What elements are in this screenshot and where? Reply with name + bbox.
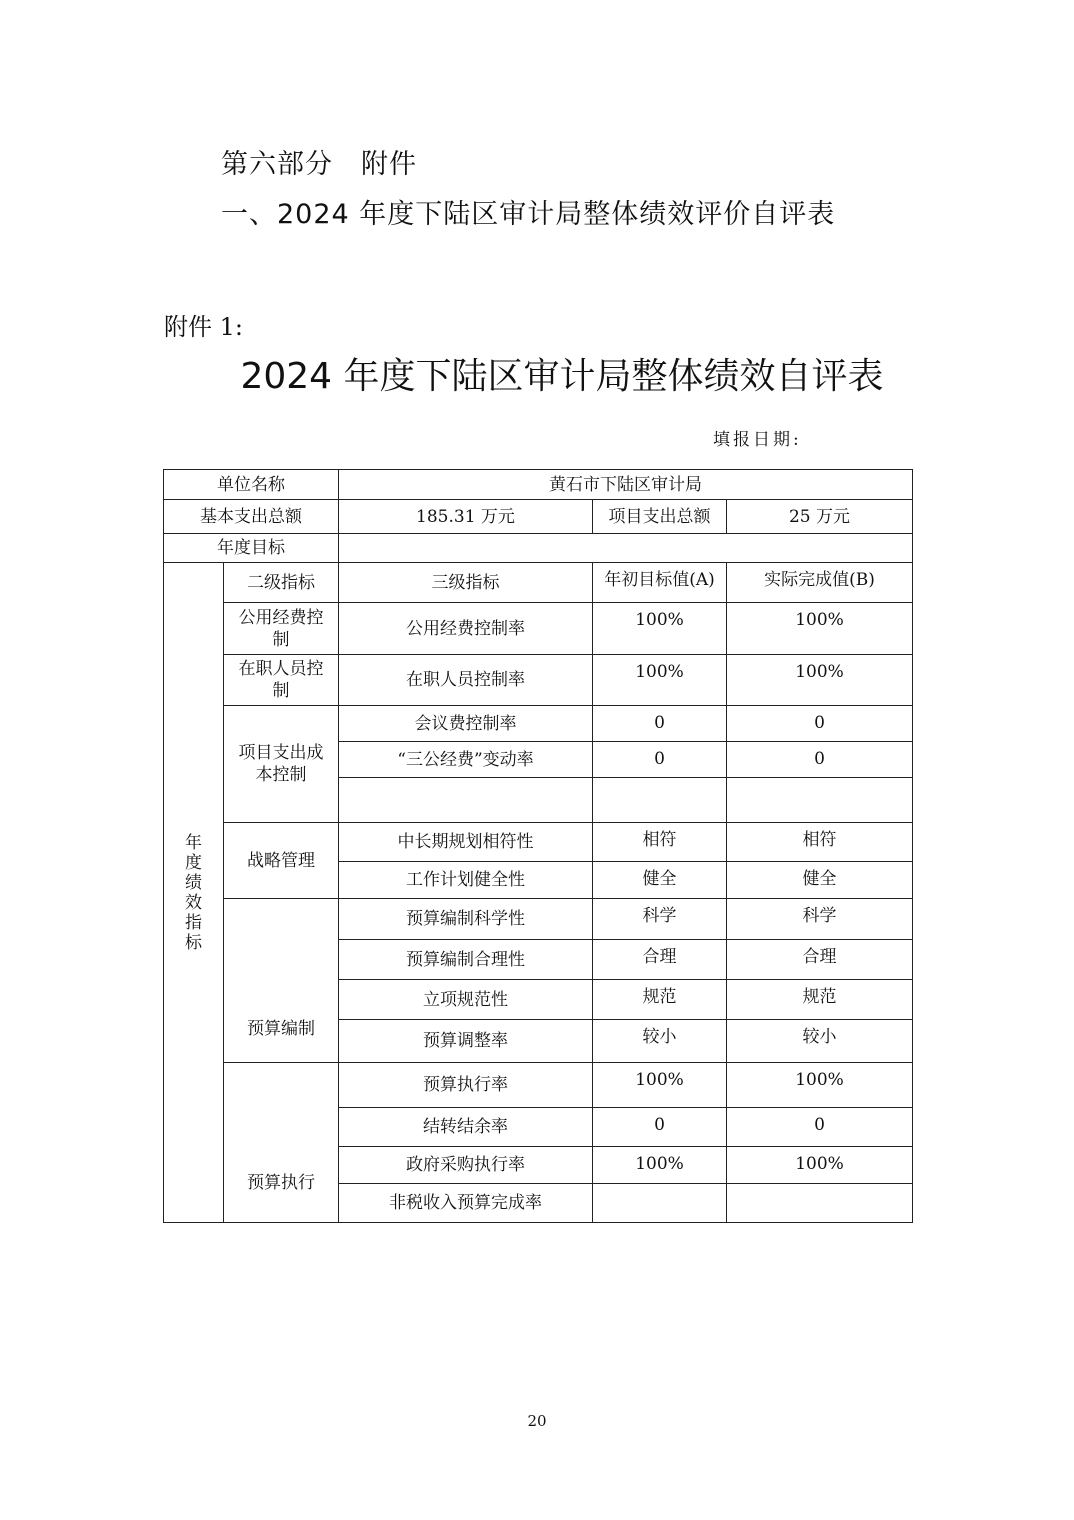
target-value: 100% — [593, 1147, 727, 1184]
indicator-name: 政府采购执行率 — [339, 1147, 593, 1184]
target-value: 科学 — [593, 899, 727, 940]
actual-value — [727, 778, 913, 823]
indicator-name: 公用经费控制率 — [339, 603, 593, 655]
annual-goal-label: 年度目标 — [164, 534, 339, 563]
table-row — [164, 823, 913, 862]
table-row — [164, 1063, 913, 1108]
group-staff-control: 在职人员控制 — [224, 655, 339, 706]
target-value: 0 — [593, 706, 727, 742]
attachment-label: 附件 1: — [164, 313, 243, 341]
performance-table — [163, 469, 913, 1223]
group-public-expense: 公用经费控制 — [224, 603, 339, 655]
group-strategy: 战略管理 — [224, 823, 339, 899]
table-row — [164, 706, 913, 742]
actual-value: 规范 — [727, 980, 913, 1020]
target-value — [593, 1184, 727, 1223]
table-row — [164, 655, 913, 706]
actual-value: 相符 — [727, 823, 913, 862]
actual-value: 0 — [727, 706, 913, 742]
group-project-cost: 项目支出成本控制 — [224, 706, 339, 823]
actual-value: 科学 — [727, 899, 913, 940]
part-title-main: 第六部分 — [221, 149, 333, 180]
annual-goal-value — [339, 534, 913, 563]
target-value: 100% — [593, 1063, 727, 1108]
actual-value: 0 — [727, 1108, 913, 1147]
actual-value: 合理 — [727, 940, 913, 980]
table-row — [164, 603, 913, 655]
project-expense-label: 项目支出总额 — [593, 500, 727, 534]
table-row — [164, 899, 913, 940]
part-title — [221, 142, 417, 181]
col-actual: 实际完成值(B) — [727, 563, 913, 603]
project-expense-value: 25 万元 — [727, 500, 913, 534]
indicator-name — [339, 778, 593, 823]
indicator-name: 预算编制合理性 — [339, 940, 593, 980]
target-value: 100% — [593, 603, 727, 655]
group-budget-execution: 预算执行 — [224, 1063, 339, 1223]
indicator-name: 非税收入预算完成率 — [339, 1184, 593, 1223]
part-title-sub: 附件 — [361, 149, 417, 180]
actual-value: 100% — [727, 1063, 913, 1108]
indicator-name: 中长期规划相符性 — [339, 823, 593, 862]
unit-name-label: 单位名称 — [164, 470, 339, 500]
table-header-row — [164, 563, 913, 603]
indicator-name: 预算执行率 — [339, 1063, 593, 1108]
col-target: 年初目标值(A) — [593, 563, 727, 603]
section-title: 一、2024 年度下陆区审计局整体绩效评价自评表 — [221, 199, 836, 230]
vertical-label: 年度绩效指标 — [164, 563, 224, 1223]
fill-date-label: 填报日期: — [713, 430, 802, 450]
target-value: 健全 — [593, 862, 727, 899]
target-value: 100% — [593, 655, 727, 706]
indicator-name: 工作计划健全性 — [339, 862, 593, 899]
actual-value — [727, 1184, 913, 1223]
actual-value: 较小 — [727, 1020, 913, 1063]
actual-value: 100% — [727, 1147, 913, 1184]
indicator-name: 在职人员控制率 — [339, 655, 593, 706]
target-value: 合理 — [593, 940, 727, 980]
indicator-name: 立项规范性 — [339, 980, 593, 1020]
indicator-name: 会议费控制率 — [339, 706, 593, 742]
actual-value: 100% — [727, 655, 913, 706]
table-row — [164, 534, 913, 563]
target-value: 规范 — [593, 980, 727, 1020]
target-value: 0 — [593, 742, 727, 778]
col-level2: 二级指标 — [224, 563, 339, 603]
actual-value: 0 — [727, 742, 913, 778]
target-value: 0 — [593, 1108, 727, 1147]
target-value: 相符 — [593, 823, 727, 862]
unit-name-value: 黄石市下陆区审计局 — [339, 470, 913, 500]
actual-value: 100% — [727, 603, 913, 655]
target-value: 较小 — [593, 1020, 727, 1063]
indicator-name: 预算调整率 — [339, 1020, 593, 1063]
page-number: 20 — [527, 1412, 547, 1430]
form-title: 2024 年度下陆区审计局整体绩效自评表 — [240, 356, 884, 397]
table-row — [164, 500, 913, 534]
actual-value: 健全 — [727, 862, 913, 899]
indicator-name: 结转结余率 — [339, 1108, 593, 1147]
basic-expense-value: 185.31 万元 — [339, 500, 593, 534]
basic-expense-label: 基本支出总额 — [164, 500, 339, 534]
table-row — [164, 470, 913, 500]
target-value — [593, 778, 727, 823]
group-budget-preparation: 预算编制 — [224, 899, 339, 1063]
indicator-name: “三公经费”变动率 — [339, 742, 593, 778]
indicator-name: 预算编制科学性 — [339, 899, 593, 940]
col-level3: 三级指标 — [339, 563, 593, 603]
